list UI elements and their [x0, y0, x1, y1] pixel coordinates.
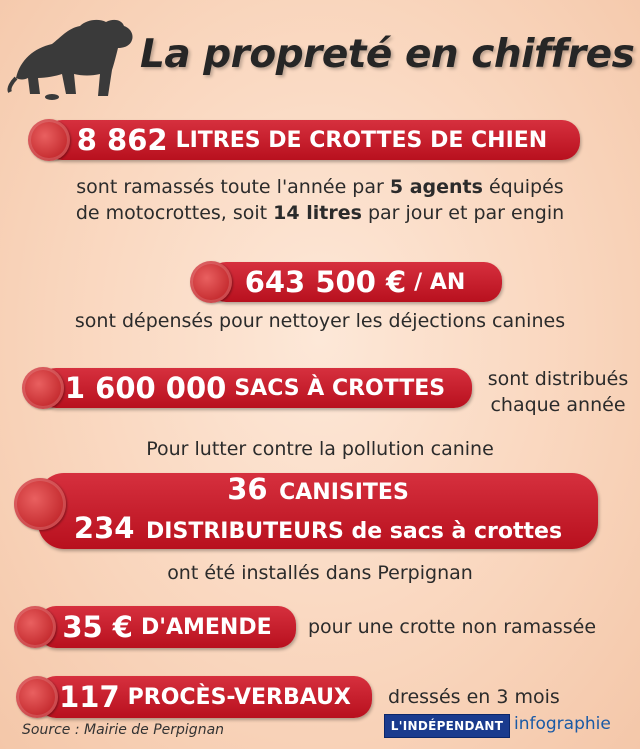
stat-label: LITRES DE CROTTES DE CHIEN: [175, 127, 548, 153]
stat-side-text: pour une crotte non ramassée: [308, 616, 597, 638]
red-dot-icon: [16, 676, 58, 718]
red-dot-icon: [190, 261, 232, 303]
stat-number: 36: [227, 472, 268, 506]
logo-suffix: infographie: [514, 714, 611, 734]
stat-bar-canisites: [38, 473, 598, 549]
stat-label: CANISITES: [279, 480, 409, 505]
stat-description: sont ramassés toute l'année par 5 agents équipés de motocrottes, soit 14 litres par jour et par engin: [75, 176, 565, 224]
stat-label: SACS À CROTTES: [234, 375, 446, 401]
stat-description: ont été installés dans Perpignan: [167, 562, 473, 584]
page-title: La propreté en chiffres: [140, 32, 635, 77]
stat-bar-sacs: [38, 368, 472, 408]
stat-number: 117: [59, 680, 120, 714]
stat-number: 234: [73, 511, 135, 545]
stat-label: PROCÈS-VERBAUX: [127, 684, 351, 710]
section-intro: Pour lutter contre la pollution canine: [146, 438, 494, 460]
red-dot-icon: [14, 478, 66, 530]
stat-bar-litres: [44, 120, 580, 160]
stat-number: 643 500 €: [244, 265, 407, 299]
stat-number: 35 €: [62, 610, 133, 644]
stat-number: 1 600 000: [64, 371, 227, 405]
stat-label: D'AMENDE: [140, 614, 272, 640]
stat-label: DISTRIBUTEURS de sacs à crottes: [146, 519, 563, 544]
stat-side-text: dressés en 3 mois: [388, 686, 560, 708]
stat-bar-amende: [38, 606, 296, 648]
publisher-logo: L'INDÉPENDANT: [384, 714, 510, 738]
dog-silhouette-icon: [6, 8, 142, 100]
source-note: Source : Mairie de Perpignan: [22, 722, 225, 738]
stat-bar-budget: [208, 262, 502, 302]
stat-bar-pv: [38, 676, 372, 718]
red-dot-icon: [14, 606, 56, 648]
stat-description: sont dépensés pour nettoyer les déjections canines: [74, 310, 566, 332]
red-dot-icon: [22, 367, 64, 409]
stat-number: 8 862: [76, 123, 168, 157]
red-dot-icon: [28, 119, 70, 161]
stat-side-text: sont distribués chaque année: [487, 368, 629, 416]
stat-label: / AN: [414, 269, 466, 295]
